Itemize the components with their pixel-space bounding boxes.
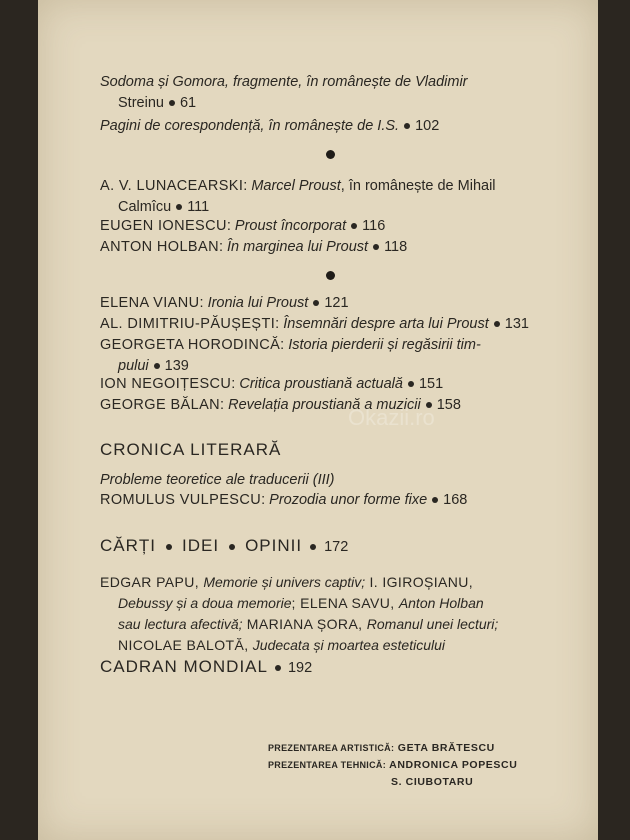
credit-label: PREZENTAREA TEHNICĂ: (268, 760, 386, 770)
page-number: 158 (436, 397, 461, 413)
bullet-icon (169, 100, 175, 106)
toc-entry: A. V. LUNACEARSKI: Marcel Proust, în românește de Mihail Calmîcu 111 (100, 178, 496, 215)
page-number: 116 (362, 218, 386, 234)
entry-author: AL. DIMITRIU-PĂUȘEȘTI (100, 316, 276, 332)
page-number: 192 (287, 660, 313, 676)
heading-word: OPINII (245, 536, 303, 555)
entry-title: Ironia lui Proust (207, 295, 309, 311)
entry-author: ANTON HOLBAN (100, 239, 219, 255)
entry-author: A. V. LUNACEARSKI (100, 178, 244, 194)
page-number: 111 (187, 199, 210, 215)
entry-title: Istoria pierderii și regăsirii tim- (288, 337, 481, 353)
entry-author: GEORGETA HORODINCĂ (100, 337, 281, 353)
toc-entry: GEORGE BĂLAN: Revelația proustiană a muzicii 158 (100, 397, 461, 413)
entry-title-continued: Calmîcu (118, 199, 172, 215)
heading-word: IDEI (182, 536, 220, 555)
credit-name: ANDRONICA POPESCU (389, 759, 518, 771)
page-number: 151 (418, 376, 444, 392)
page-number: 102 (415, 118, 440, 134)
entry-title-continued: pului (118, 358, 149, 374)
entry-title: Marcel Proust (251, 178, 341, 194)
bullet-icon (229, 544, 235, 550)
toc-entry (100, 116, 582, 137)
bullet-icon (313, 300, 319, 306)
entry-title: Proust încorporat (234, 218, 347, 234)
bullet-icon (275, 665, 281, 671)
entry-author: ROMULUS VULPESCU (100, 492, 262, 508)
entry-title: În marginea lui Proust (227, 239, 369, 255)
page-number: 172 (324, 539, 349, 555)
entry-author: NICOLAE BALOTĂ, (118, 637, 253, 653)
entry-title-continued: Streinu (118, 95, 164, 111)
entry-author: I. IGIROȘIANU, (365, 574, 474, 590)
section-heading-cadran (100, 657, 312, 677)
toc-entry (100, 72, 582, 114)
page-number: 121 (324, 295, 349, 311)
bullet-icon (404, 123, 410, 129)
toc-paragraph (100, 572, 582, 656)
entry-title: sau lectura afectivă; (118, 616, 243, 632)
entry-author: ELENA VIANU (100, 295, 200, 311)
toc-entry (100, 470, 582, 491)
page-number: 118 (384, 239, 408, 255)
entry-title: Judecata și moartea esteticului (252, 637, 445, 653)
book-page (38, 0, 598, 840)
section-heading-cronica: CRONICA LITERARĂ (100, 440, 282, 459)
page-number: 61 (179, 95, 197, 111)
toc-entry: GEORGETA HORODINCĂ: Istoria pierderii și regăsirii tim- pului 139 (100, 337, 481, 374)
toc-entry: ANTON HOLBAN: În marginea lui Proust 118 (100, 239, 408, 255)
entry-title: Memorie și univers captiv; (203, 574, 366, 590)
credit-label: PREZENTAREA ARTISTICĂ: (268, 743, 395, 753)
entry-title: Romanul unei lecturi; (366, 616, 499, 632)
bullet-icon (351, 223, 357, 229)
entry-title: Prozodia unor forme fixe (269, 492, 428, 508)
entry-author: ION NEGOIȚESCU (100, 376, 232, 392)
credits (268, 740, 517, 791)
bullet-icon (408, 381, 414, 387)
section-separator-dot (326, 150, 335, 159)
heading-word: CADRAN MONDIAL (100, 657, 268, 676)
bullet-icon (494, 321, 500, 327)
section-separator-dot (326, 271, 335, 280)
toc-entry: EUGEN IONESCU: Proust încorporat 116 (100, 218, 386, 234)
bullet-icon (432, 497, 438, 503)
page-number: 131 (504, 316, 529, 332)
entry-subtitle: Probleme teoretice ale traducerii (III) (100, 472, 335, 488)
bullet-icon (166, 544, 172, 550)
entry-author: ; ELENA SAVU, (291, 595, 399, 611)
page-number: 139 (164, 358, 189, 374)
watermark: Okazii.ro (348, 405, 435, 430)
entry-author: GEORGE BĂLAN (100, 397, 221, 413)
entry-title: Revelația proustiană a muzicii (228, 397, 421, 413)
heading-word: CĂRȚI (100, 536, 156, 555)
entry-title: Anton Holban (398, 595, 484, 611)
entry-title-rest: , în românește de Mihail (340, 178, 496, 194)
entry-title: Însemnări despre arta lui Proust (283, 316, 489, 332)
page-number: 168 (443, 492, 468, 508)
entry-title: Sodoma și Gomora, fragmente, în românește de Vladimir (100, 74, 468, 90)
toc-entry: AL. DIMITRIU-PĂUȘEȘTI: Însemnări despre arta lui Proust 131 (100, 316, 529, 332)
entry-author: MARIANA ȘORA, (242, 616, 367, 632)
bullet-icon (373, 244, 379, 250)
entry-author: EUGEN IONESCU (100, 218, 227, 234)
section-heading-carti (100, 536, 348, 556)
entry-title: Debussy și a doua memorie (118, 595, 292, 611)
toc-entry: ION NEGOIȚESCU: Critica proustiană actuală 151 (100, 376, 444, 392)
entry-author: EDGAR PAPU, (100, 574, 204, 590)
bullet-icon (176, 204, 182, 210)
credit-name: S. CIUBOTARU (391, 776, 474, 788)
entry-title: Pagini de corespondență, în românește de I.S. (100, 118, 400, 134)
toc-entry: ELENA VIANU: Ironia lui Proust 121 (100, 295, 349, 311)
bullet-icon (154, 363, 160, 369)
bullet-icon (310, 544, 316, 550)
entry-title: Critica proustiană actuală (239, 376, 403, 392)
toc-entry: ROMULUS VULPESCU: Prozodia unor forme fixe 168 (100, 492, 468, 508)
credit-name: GETA BRĂTESCU (397, 742, 495, 754)
